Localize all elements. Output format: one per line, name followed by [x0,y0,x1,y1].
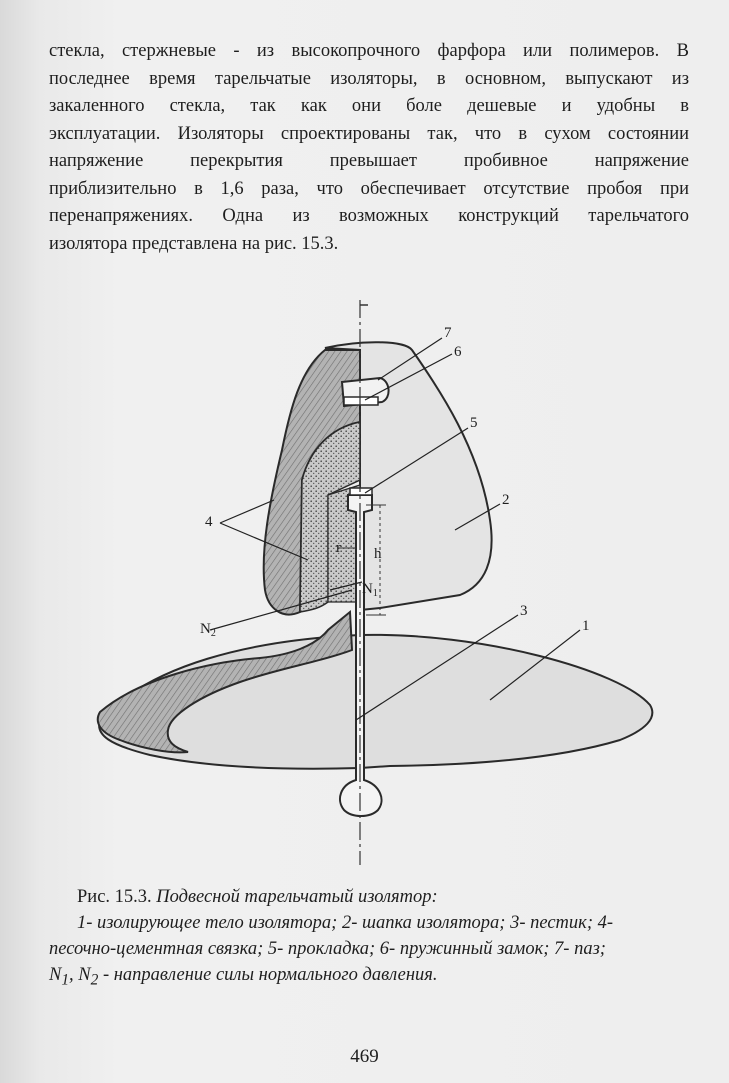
page-number: 469 [350,1046,379,1067]
text-line: изолятора представлена на рис. 15.3. [49,233,339,254]
text-line: перенапряжениях. Одна из возможных конструкций тарельчатого [49,206,689,226]
caption-last-line: $N_1$, $N_2$ - направление силы нормального давления. [49,965,438,989]
caption-title: Подвесной тарельчатый изолятор: [156,887,438,907]
label-r: r [336,540,341,556]
label-6: 6 [454,344,462,360]
label-2: 2 [502,492,510,508]
label-7: 7 [444,325,452,341]
gasket [350,488,372,495]
label-5: 5 [470,415,478,431]
caption-title-line [49,884,689,910]
label-3: 3 [520,603,528,619]
text-line: стекла, стержневые - из высокопрочного фарфора или полимеров. В [49,41,689,61]
label-n2: $N_2$ [200,621,216,639]
spring-lock [344,397,378,405]
text-line: последнее время тарельчатые изоляторы, в основном, выпускают из [49,68,689,89]
label-4: 4 [205,514,213,530]
figure-caption [49,884,689,994]
caption-line: 1- изолирующее тело изолятора; 2- шапка изолятора; 3- пестик; 4- [77,913,614,933]
caption-line: песочно-цементная связка; 5- прокладка; 6- пружинный замок; 7- паз; [49,939,606,959]
label-1: 1 [582,618,590,634]
text-line: напряжение перекрытия превышает пробивное напряжение [49,151,689,171]
insulator-figure [60,290,680,880]
body-paragraph [49,38,689,258]
label-n1: $N_1$ [362,581,378,599]
caption-number: Рис. 15.3. [77,887,152,907]
text-line: приблизительно в 1,6 раза, что обеспечивает отсутствие пробоя при [49,178,689,199]
text-line: эксплуатации. Изоляторы спроектированы так, что в сухом состоянии [49,123,689,144]
text-line: закаленного стекла, так как они боле дешевые и удобны в [49,96,689,116]
label-h: h [374,546,382,562]
